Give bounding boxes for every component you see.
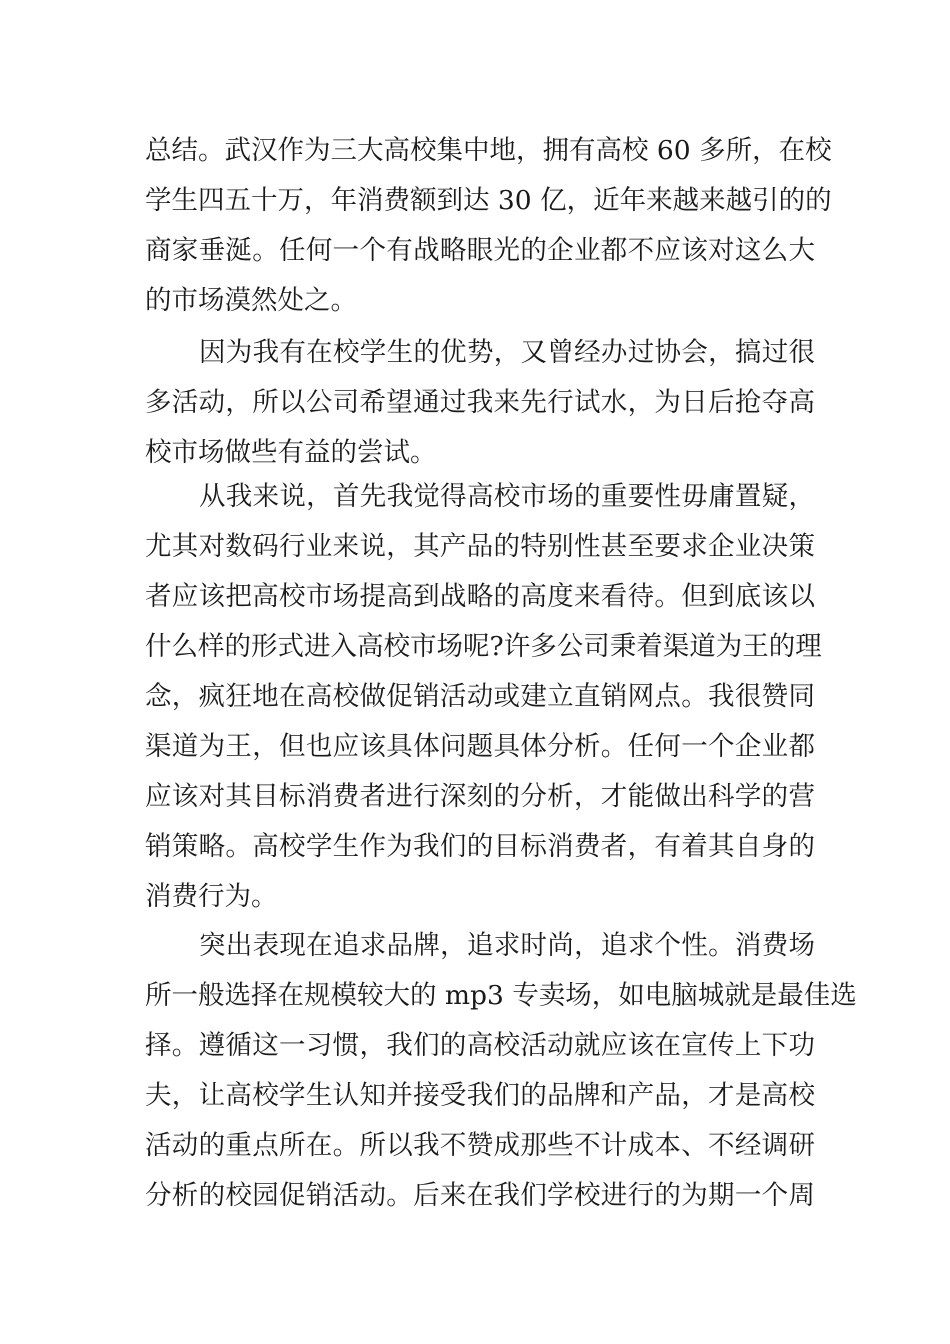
text-line: 择。遵循这一习惯，我们的高校活动就应该在宣传上下功	[145, 1030, 815, 1061]
text-line: 应该对其目标消费者进行深刻的分析，才能做出科学的营	[145, 781, 815, 812]
text-line: 学生四五十万，年消费额到达 30 亿，近年来越来越引的的	[145, 185, 832, 216]
text-line: 夫，让高校学生认知并接受我们的品牌和产品，才是高校	[145, 1080, 815, 1111]
text-line: 销策略。高校学生作为我们的目标消费者，有着其自身的	[145, 831, 815, 862]
text-line: 念，疯狂地在高校做促销活动或建立直销网点。我很赞同	[145, 681, 815, 712]
text-line: 突出表现在追求品牌，追求时尚，追求个性。消费场	[199, 930, 815, 961]
text-line: 商家垂涎。任何一个有战略眼光的企业都不应该对这么大	[145, 235, 815, 266]
text-line: 总结。武汉作为三大高校集中地，拥有高校 60 多所，在校	[145, 135, 832, 166]
text-line: 渠道为王，但也应该具体问题具体分析。任何一个企业都	[145, 731, 815, 762]
text-line: 消费行为。	[145, 881, 278, 912]
text-line: 所一般选择在规模较大的 mp3 专卖场，如电脑城就是最佳选	[145, 980, 857, 1011]
text-line: 因为我有在校学生的优势，又曾经办过协会，搞过很	[199, 337, 815, 368]
text-line: 分析的校园促销活动。后来在我们学校进行的为期一个周	[145, 1180, 815, 1211]
text-line: 活动的重点所在。所以我不赞成那些不计成本、不经调研	[145, 1130, 815, 1161]
text-line: 多活动，所以公司希望通过我来先行试水，为日后抢夺高	[145, 387, 815, 418]
text-line: 的市场漠然处之。	[145, 285, 357, 316]
text-line: 什么样的形式进入高校市场呢?许多公司秉着渠道为王的理	[145, 631, 822, 662]
text-line: 校市场做些有益的尝试。	[145, 437, 437, 468]
text-line: 者应该把高校市场提高到战略的高度来看待。但到底该以	[145, 581, 815, 612]
text-line: 从我来说，首先我觉得高校市场的重要性毋庸置疑，	[199, 481, 815, 512]
text-line: 尤其对数码行业来说，其产品的特别性甚至要求企业决策	[145, 531, 815, 562]
